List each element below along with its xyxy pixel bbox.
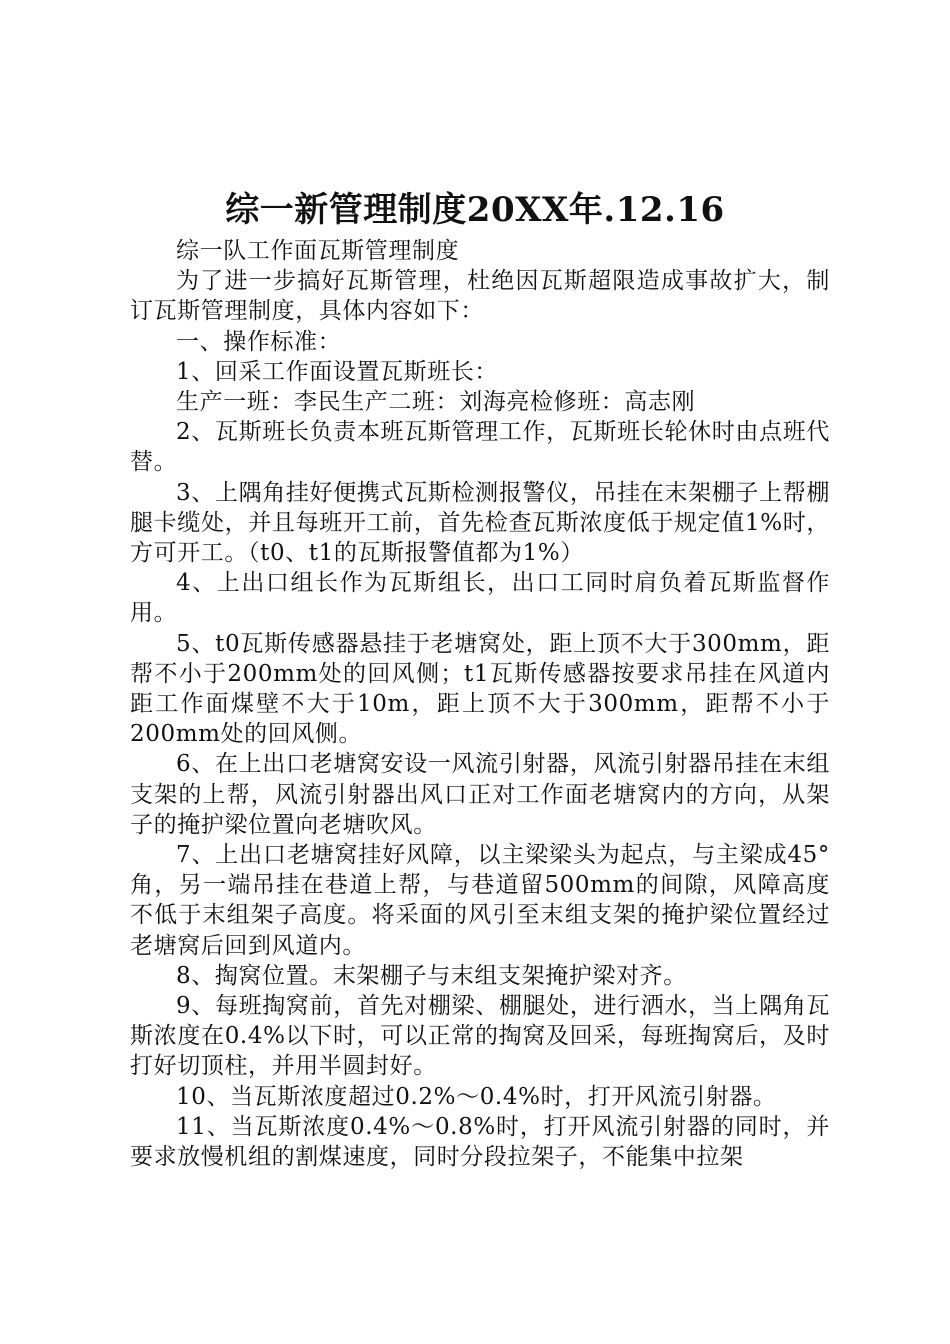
paragraph-item-4: 4、上出口组长作为瓦斯组长，出口工同时肩负着瓦斯监督作用。 — [130, 570, 830, 627]
paragraph-shift-leaders: 生产一班：李民生产二班：刘海亮检修班：高志刚 — [176, 389, 696, 416]
paragraph-item-3: 3、上隅角挂好便携式瓦斯检测报警仪，吊挂在末架棚子上帮棚腿卡缆处，并且每班开工前，首先检查瓦斯浓度低于规定值1%时，方可开工。（t0、t1的瓦斯报警值都为1%） — [130, 479, 830, 567]
paragraph-item-2: 2、瓦斯班长负责本班瓦斯管理工作，瓦斯班长轮休时由点班代替。 — [130, 419, 830, 476]
document-title: 综一新管理制度20XX年.12.16 — [225, 190, 725, 230]
document-body — [130, 236, 830, 1172]
paragraph-intro: 为了进一步搞好瓦斯管理，杜绝因瓦斯超限造成事故扩大，制订瓦斯管理制度，具体内容如下： — [130, 268, 830, 325]
paragraph-item-11: 11、当瓦斯浓度0.4%～0.8%时，打开风流引射器的同时，并要求放慢机组的割煤速度，同时分段拉架子，不能集中拉架 — [130, 1113, 830, 1171]
paragraph-item-9: 9、每班掏窝前，首先对棚梁、棚腿处，进行洒水，当上隅角瓦斯浓度在0.4%以下时，可以正常的掏窝及回采，每班掏窝后，及时打好切顶柱，并用半圆封好。 — [130, 993, 830, 1080]
paragraph-subtitle: 综一队工作面瓦斯管理制度 — [176, 238, 460, 264]
paragraph-item-1: 1、回采工作面设置瓦斯班长： — [176, 358, 499, 385]
paragraph-item-8: 8、掏窝位置。末架棚子与末组支架掩护梁对齐。 — [176, 962, 687, 989]
paragraph-section-heading: 一、操作标准： — [176, 328, 342, 355]
paragraph-item-7: 7、上出口老塘窝挂好风障，以主梁梁头为起点，与主梁成45°角，另一端吊挂在巷道上帮，与巷道留500mm的间隙，风障高度不低于末组架子高度。将采面的风引至末组支架的掩护梁位置经过老塘窝后回到风道内。 — [130, 842, 830, 959]
paragraph-item-5: 5、t0瓦斯传感器悬挂于老塘窝处，距上顶不大于300mm，距帮不小于200mm处的回风侧；t1瓦斯传感器按要求吊挂在风道内距工作面煤壁不大于10m，距上顶不大于300mm，距帮不小于200mm处的回风侧。 — [130, 630, 830, 748]
paragraph-item-6: 6、在上出口老塘窝安设一风流引射器，风流引射器吊挂在末组支架的上帮，风流引射器出风口正对工作面老塘窝内的方向，从架子的掩护梁位置向老塘吹风。 — [130, 751, 830, 838]
paragraph-item-10: 10、当瓦斯浓度超过0.2%～0.4%时，打开风流引射器。 — [176, 1083, 777, 1110]
